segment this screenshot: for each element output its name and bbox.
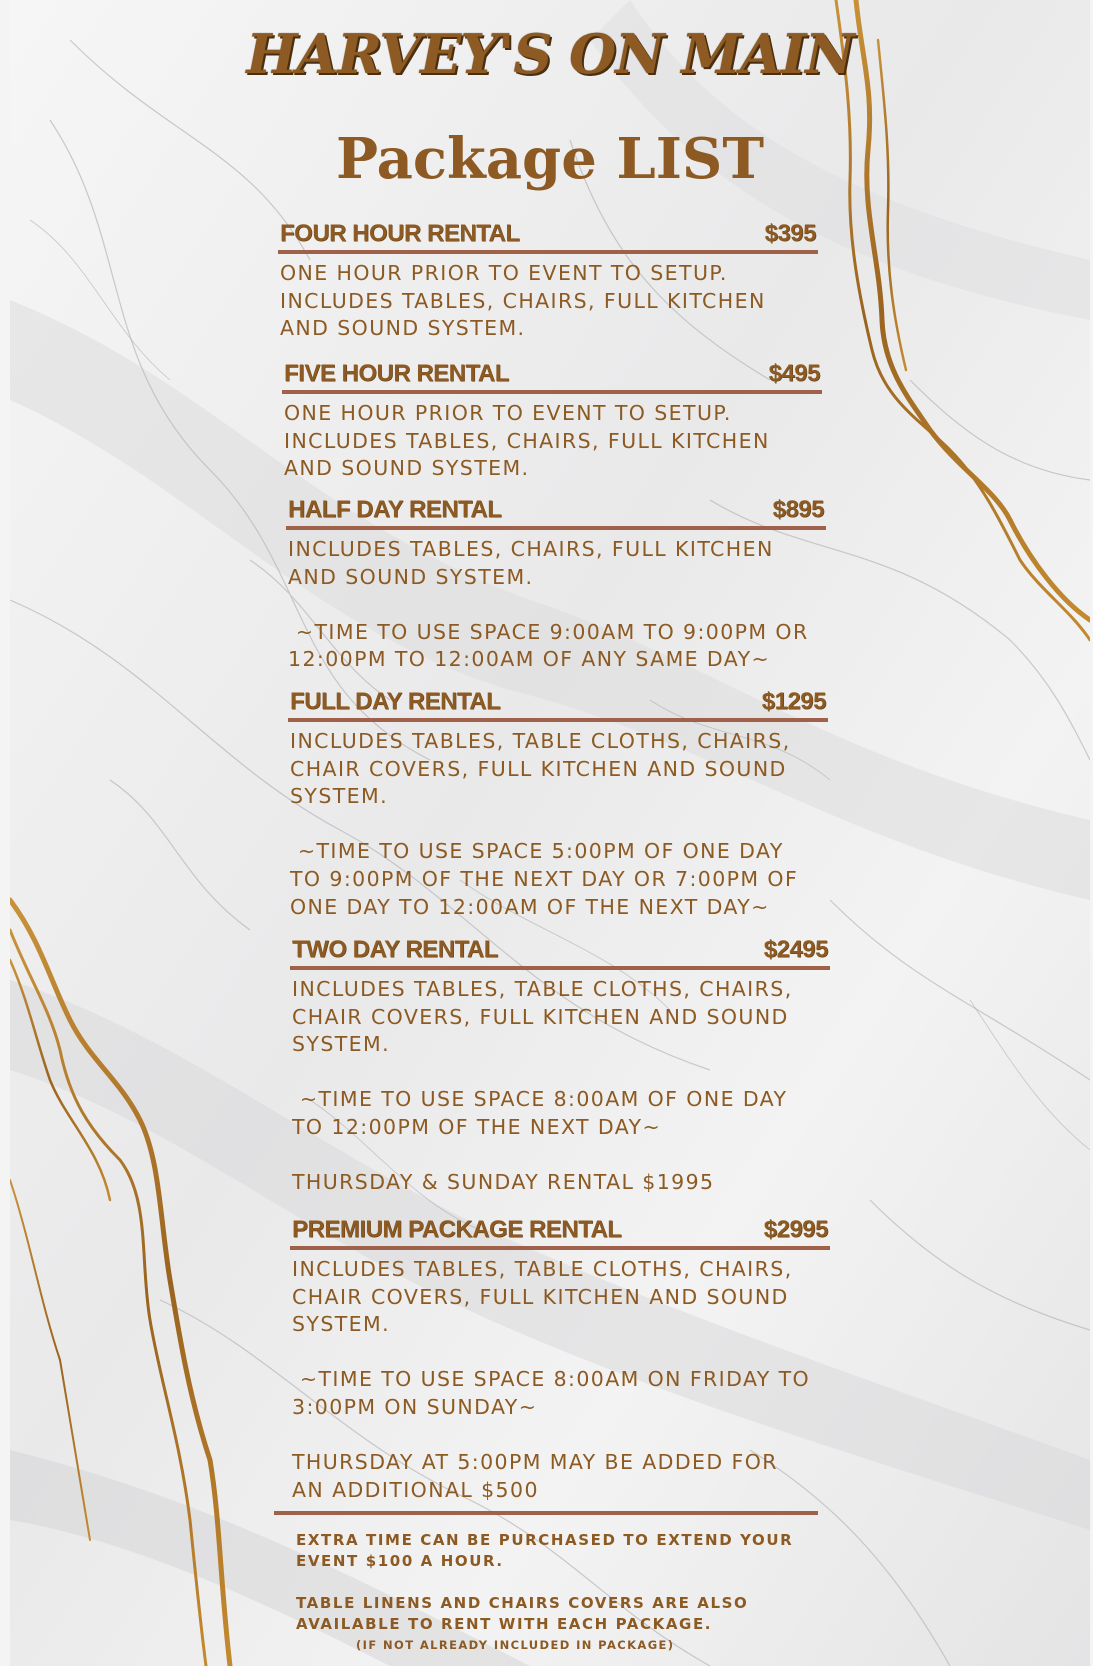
description-line: SYSTEM.: [292, 1312, 391, 1337]
description-line: CHAIR COVERS, FULL KITCHEN AND SOUND: [292, 1284, 789, 1309]
description-line: SYSTEM.: [290, 784, 389, 809]
package-description: [288, 728, 828, 921]
description-line: THURSDAY AT 5:00PM MAY BE ADDED FOR: [292, 1450, 778, 1475]
package-name: FULL DAY RENTAL: [290, 688, 501, 715]
package-header: [278, 218, 818, 254]
extra-time-line-1: EXTRA TIME CAN BE PURCHASED TO EXTEND YOUR: [296, 1531, 794, 1549]
package-header: [290, 1214, 830, 1250]
description-line: INCLUDES TABLES, TABLE CLOTHS, CHAIRS,: [290, 729, 791, 753]
description-line: THURSDAY & SUNDAY RENTAL $1995: [292, 1170, 715, 1195]
linens-line-1: TABLE LINENS AND CHAIRS COVERS ARE ALSO: [296, 1594, 749, 1612]
package-header: [282, 358, 822, 394]
package-header: [286, 494, 826, 530]
package-description: [286, 536, 826, 674]
package-header: [290, 934, 830, 970]
package-description: [290, 976, 830, 1197]
description-line: INCLUDES TABLES, TABLE CLOTHS, CHAIRS,: [292, 1257, 793, 1281]
package-header: [288, 686, 828, 722]
linens-line-2: AVAILABLE TO RENT WITH EACH PACKAGE.: [296, 1615, 713, 1633]
description-line: ~TIME TO USE SPACE 8:00AM OF ONE DAY: [292, 1087, 788, 1112]
description-line: CHAIR COVERS, FULL KITCHEN AND SOUND: [292, 1004, 789, 1029]
package-price: $1295: [761, 688, 826, 715]
description-line: [292, 1422, 830, 1450]
package-description: [290, 1256, 830, 1504]
package-list-heading: Package LIST: [335, 126, 765, 192]
description-line: ~TIME TO USE SPACE 5:00PM OF ONE DAY: [290, 839, 784, 864]
package-name: FOUR HOUR RENTAL: [280, 220, 520, 247]
package-description: [278, 260, 818, 343]
description-line: [292, 1339, 830, 1367]
description-line: AND SOUND SYSTEM.: [284, 456, 530, 481]
package-half-day: [286, 494, 826, 674]
description-line: INCLUDES TABLES, CHAIRS, FULL KITCHEN: [284, 428, 770, 453]
package-full-day: [288, 686, 828, 921]
description-line: [292, 1142, 830, 1170]
extra-time-note: [296, 1530, 793, 1572]
description-line: INCLUDES TABLES, TABLE CLOTHS, CHAIRS,: [292, 977, 793, 1001]
package-price: $495: [768, 360, 820, 387]
package-five-hour: [282, 358, 822, 483]
description-line: ONE HOUR PRIOR TO EVENT TO SETUP.: [284, 401, 732, 425]
linens-footnote: (IF NOT ALREADY INCLUDED IN PACKAGE): [356, 1638, 675, 1652]
description-line: [290, 811, 828, 839]
package-description: [282, 400, 822, 483]
price-list-card: [10, 0, 1090, 1666]
description-line: [292, 1059, 830, 1087]
description-line: TO 12:00PM OF THE NEXT DAY~: [292, 1114, 662, 1139]
content-layer: [10, 0, 1090, 1666]
extra-time-line-2: EVENT $100 A HOUR.: [296, 1552, 504, 1570]
description-line: SYSTEM.: [292, 1032, 391, 1057]
description-line: TO 9:00PM OF THE NEXT DAY OR 7:00PM OF: [290, 866, 799, 891]
description-line: ~TIME TO USE SPACE 9:00AM TO 9:00PM OR: [288, 619, 809, 644]
package-name: TWO DAY RENTAL: [292, 936, 498, 963]
description-line: INCLUDES TABLES, CHAIRS, FULL KITCHEN: [280, 288, 766, 313]
description-line: ONE DAY TO 12:00AM OF THE NEXT DAY~: [290, 894, 770, 919]
description-line: 12:00PM TO 12:00AM OF ANY SAME DAY~: [288, 647, 771, 672]
package-four-hour: [278, 218, 818, 343]
description-line: AND SOUND SYSTEM.: [280, 316, 526, 341]
description-line: ~TIME TO USE SPACE 8:00AM ON FRIDAY TO: [292, 1367, 811, 1392]
package-name: HALF DAY RENTAL: [288, 496, 502, 523]
description-line: [288, 591, 826, 619]
package-name: FIVE HOUR RENTAL: [284, 360, 509, 387]
linens-note: [296, 1593, 748, 1635]
venue-title: HARVEY'S ON MAIN: [246, 22, 854, 86]
package-price: $895: [772, 496, 824, 523]
description-line: INCLUDES TABLES, CHAIRS, FULL KITCHEN: [288, 537, 774, 561]
description-line: 3:00PM ON SUNDAY~: [292, 1394, 538, 1419]
description-line: AND SOUND SYSTEM.: [288, 564, 534, 589]
description-line: AN ADDITIONAL $500: [292, 1477, 539, 1502]
footer-divider: [274, 1511, 818, 1515]
package-name: PREMIUM PACKAGE RENTAL: [292, 1216, 622, 1243]
package-price: $395: [764, 220, 816, 247]
description-line: CHAIR COVERS, FULL KITCHEN AND SOUND: [290, 756, 787, 781]
package-price: $2995: [763, 1216, 828, 1243]
package-two-day: [290, 934, 830, 1197]
description-line: ONE HOUR PRIOR TO EVENT TO SETUP.: [280, 261, 728, 285]
package-premium: [290, 1214, 830, 1504]
package-price: $2495: [763, 936, 828, 963]
